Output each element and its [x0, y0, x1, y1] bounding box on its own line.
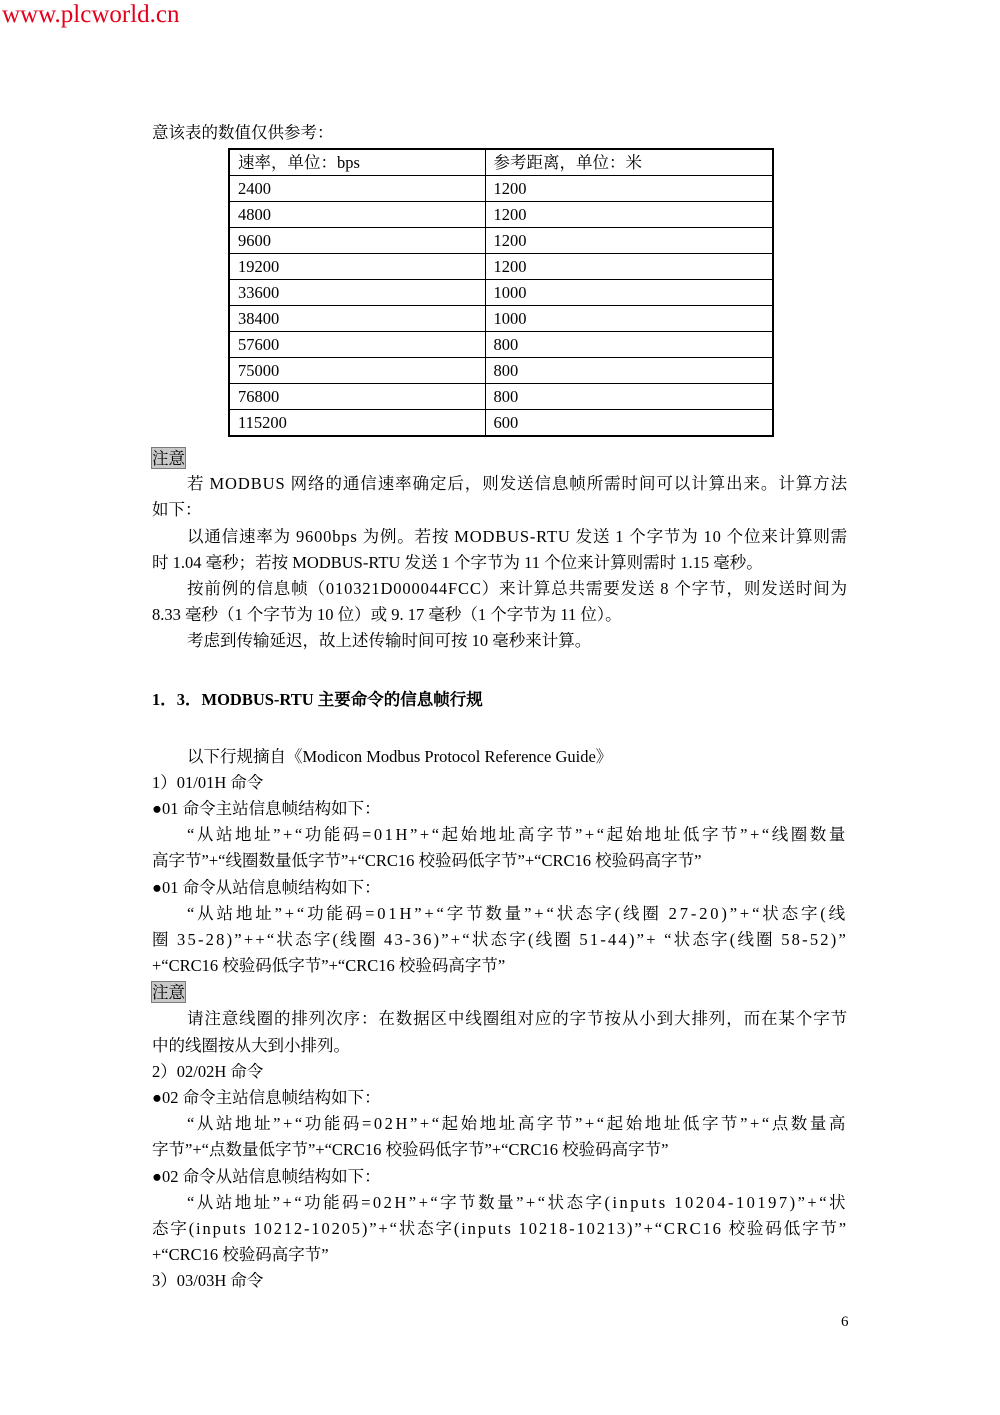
table-row [229, 410, 773, 437]
table-row [229, 254, 773, 280]
cell-baud: 76800 [229, 384, 485, 410]
cell-baud: 38400 [229, 306, 485, 332]
table-row [229, 306, 773, 332]
coil-order-note-line: 中的线圈按从大到小排列。 [152, 1036, 350, 1055]
cell-baud: 115200 [229, 410, 485, 437]
table-row [229, 228, 773, 254]
table-row [229, 176, 773, 202]
timing-line: 8.33 毫秒（1 个字节为 10 位）或 9. 17 毫秒（1 个字节为 11 位）。 [152, 605, 622, 624]
command-01-slave-line: +“CRC16 校验码低字节”+“CRC16 校验码高字节” [152, 956, 506, 975]
cell-distance: 1200 [485, 202, 773, 228]
command-02-slave-line: +“CRC16 校验码高字节” [152, 1245, 329, 1264]
command-02-slave-line: “从站地址”+“功能码=02H”+“字节数量”+“状态字(inputs 10204-10197)”+“状 [187, 1193, 848, 1212]
command-03-title: 3）03/03H 命令 [152, 1271, 264, 1290]
command-01-master-line: 高字节”+“线圈数量低字节”+“CRC16 校验码低字节”+“CRC16 校验码高字节” [152, 851, 702, 870]
table-intro: 意该表的数值仅供参考： [152, 123, 334, 142]
command-01-title: 1）01/01H 命令 [152, 773, 264, 792]
command-02-slave-line: 态字(inputs 10212-10205)”+“状态字(inputs 10218-10213)”+“CRC16 校验码低字节” [152, 1219, 848, 1238]
note-label: 注意 [152, 449, 185, 468]
cell-baud: 75000 [229, 358, 485, 384]
cell-baud: 2400 [229, 176, 485, 202]
command-01-master-title: ●01 命令主站信息帧结构如下： [152, 799, 381, 818]
command-02-slave-title: ●02 命令从站信息帧结构如下： [152, 1167, 381, 1186]
table-row [229, 384, 773, 410]
cell-distance: 800 [485, 332, 773, 358]
cell-distance: 1200 [485, 254, 773, 280]
timing-line: 考虑到传输延迟，故上述传输时间可按 10 毫秒来计算。 [187, 631, 592, 650]
cell-baud: 9600 [229, 228, 485, 254]
table-row [229, 280, 773, 306]
command-01-master-line: “从站地址”+“功能码=01H”+“起始地址高字节”+“起始地址低字节”+“线圈数量 [187, 825, 848, 844]
header-distance: 参考距离，单位：米 [485, 149, 773, 176]
site-watermark: www.plcworld.cn [2, 1, 180, 28]
timing-line: 以通信速率为 9600bps 为例。若按 MODBUS-RTU 发送 1 个字节为 10 个位来计算则需 [187, 527, 848, 546]
command-01-slave-title: ●01 命令从站信息帧结构如下： [152, 878, 381, 897]
command-02-master-line: “从站地址”+“功能码=02H”+“起始地址高字节”+“起始地址低字节”+“点数量高 [187, 1114, 848, 1133]
table-row [229, 332, 773, 358]
timing-line: 时 1.04 毫秒；若按 MODBUS-RTU 发送 1 个字节为 11 个位来计算则需时 1.15 毫秒。 [152, 553, 763, 572]
cell-baud: 57600 [229, 332, 485, 358]
cell-baud: 19200 [229, 254, 485, 280]
command-02-master-line: 字节”+“点数量低字节”+“CRC16 校验码低字节”+“CRC16 校验码高字节” [152, 1140, 669, 1159]
table-row [229, 202, 773, 228]
cell-distance: 800 [485, 384, 773, 410]
command-01-slave-line: “从站地址”+“功能码=01H”+“字节数量”+“状态字(线圈 27-20)”+“状态字(线 [187, 904, 848, 923]
command-02-title: 2）02/02H 命令 [152, 1062, 264, 1081]
table-row [229, 358, 773, 384]
timing-line: 按前例的信息帧（010321D000044FCC）来计算总共需要发送 8 个字节，则发送时间为 [187, 579, 848, 598]
baud-distance-table [228, 148, 772, 437]
cell-distance: 1000 [485, 306, 773, 332]
coil-order-note-line: 请注意线圈的排列次序：在数据区中线圈组对应的字节按从小到大排列，而在某个字节 [187, 1009, 848, 1028]
timing-line: 如下： [152, 500, 202, 519]
table-header-row [229, 149, 773, 176]
cell-distance: 1200 [485, 228, 773, 254]
cell-distance: 1000 [485, 280, 773, 306]
cell-distance: 600 [485, 410, 773, 437]
cell-baud: 33600 [229, 280, 485, 306]
section-heading: 1．3．MODBUS-RTU 主要命令的信息帧行规 [152, 690, 483, 709]
cell-baud: 4800 [229, 202, 485, 228]
command-01-slave-line: 圈 35-28)”++“状态字(线圈 43-36)”+“状态字(线圈 51-44)”+ “状态字(线圈 58-52)” [152, 930, 848, 949]
page-number: 6 [841, 1314, 849, 1330]
cell-distance: 800 [485, 358, 773, 384]
header-baud-rate: 速率，单位：bps [229, 149, 485, 176]
timing-line: 若 MODBUS 网络的通信速率确定后，则发送信息帧所需时间可以计算出来。计算方法 [187, 474, 848, 493]
note-label: 注意 [152, 983, 185, 1002]
source-line: 以下行规摘自《Modicon Modbus Protocol Reference Guide》 [187, 747, 613, 766]
cell-distance: 1200 [485, 176, 773, 202]
command-02-master-title: ●02 命令主站信息帧结构如下： [152, 1088, 381, 1107]
